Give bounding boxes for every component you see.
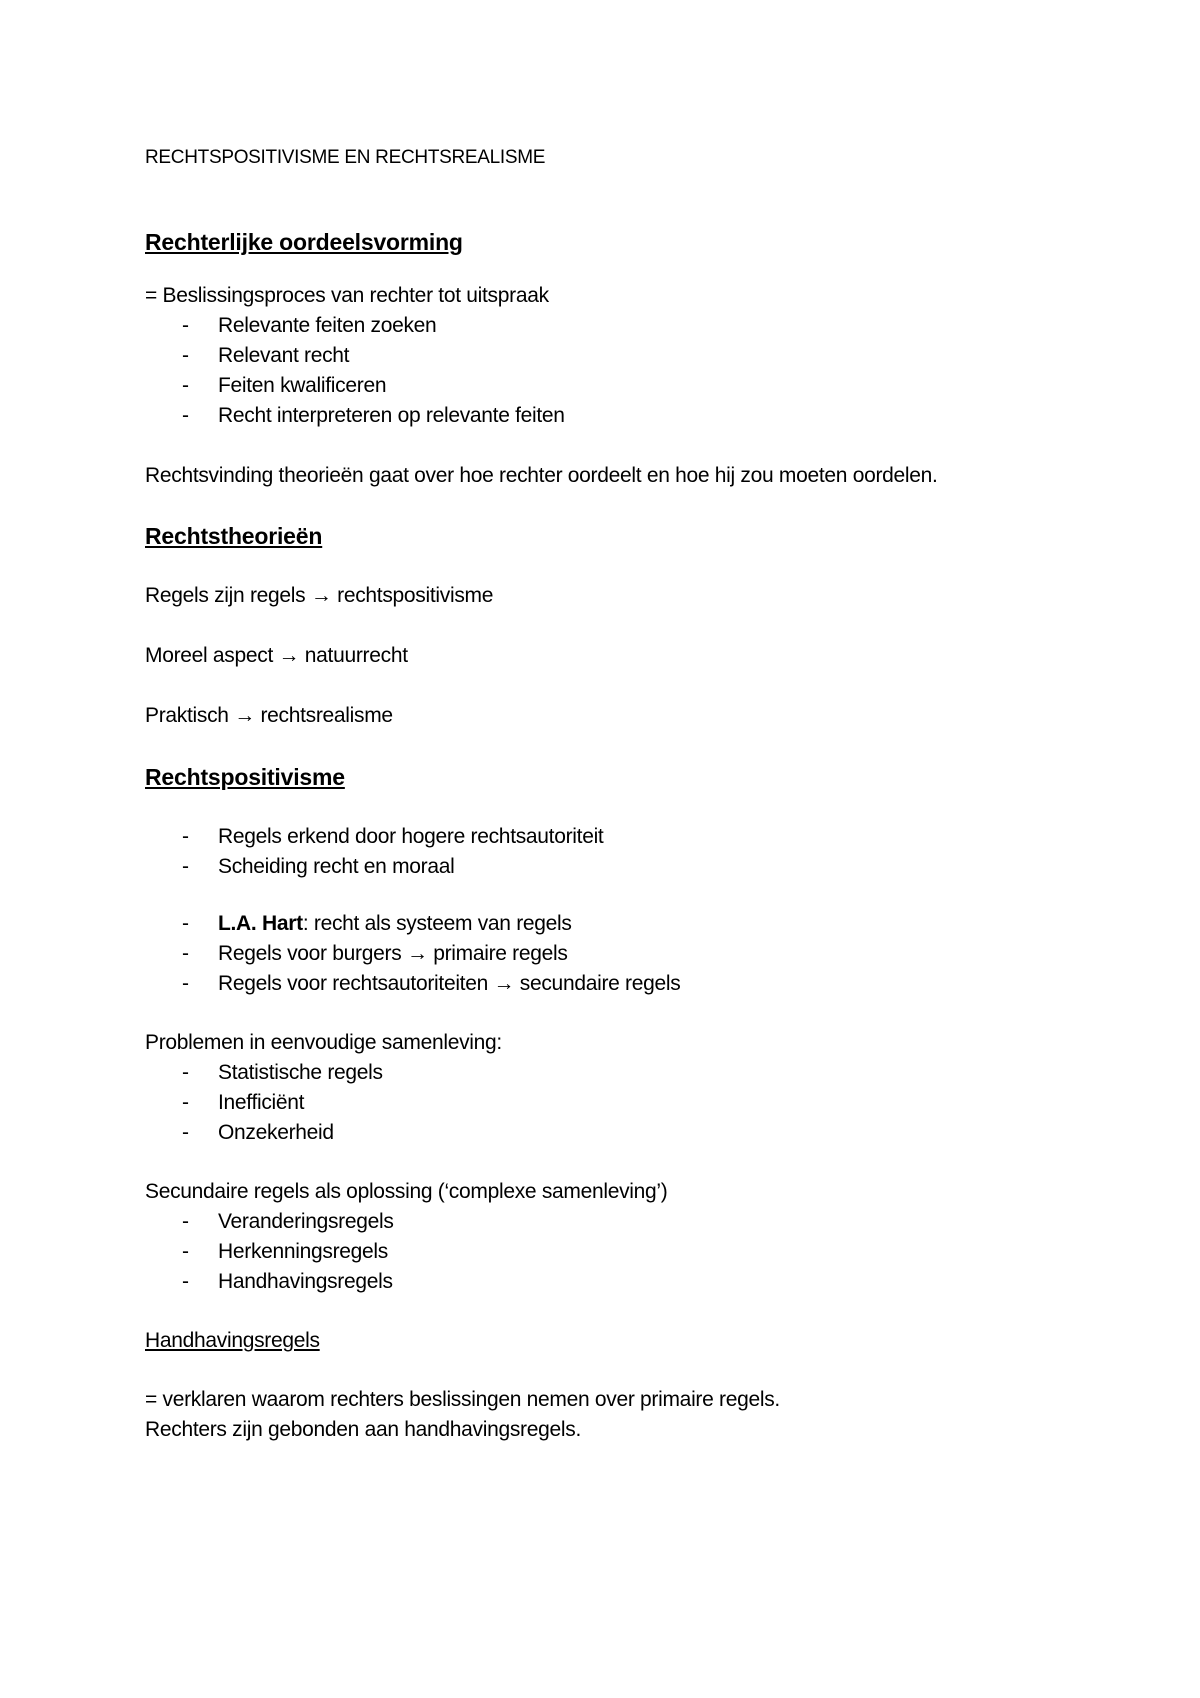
- list-item: - Regels voor rechtsautoriteiten → secundaire regels: [145, 969, 1065, 999]
- list-item: - Recht interpreteren op relevante feiten: [145, 401, 1065, 431]
- list-item: - Herkenningsregels: [145, 1237, 1065, 1267]
- dash-marker: -: [182, 1270, 189, 1293]
- list-item: - Veranderingsregels: [145, 1207, 1065, 1237]
- dash-marker: -: [182, 972, 189, 995]
- rechtsvinding-note: Rechtsvinding theorieën gaat over hoe rechter oordeelt en hoe hij zou moeten oordelen.: [145, 464, 938, 487]
- list-hart-regels: [145, 909, 1065, 999]
- theory-line-rechtsrealisme: Praktisch → rechtsrealisme: [145, 704, 393, 727]
- dash-marker: -: [182, 1240, 189, 1263]
- document-title: RECHTSPOSITIVISME EN RECHTSREALISME: [145, 147, 546, 168]
- list-item: - Feiten kwalificeren: [145, 371, 1065, 401]
- arrow-right-icon: →: [278, 644, 300, 667]
- handhaving-definition: = verklaren waarom rechters beslissingen nemen over primaire regels.: [145, 1388, 780, 1411]
- document-page: [145, 140, 1065, 1445]
- subheading-handhavingsregels: Handhavingsregels: [145, 1329, 320, 1352]
- list-rechterlijke-stappen: [145, 311, 1065, 431]
- problems-intro: Problemen in eenvoudige samenleving:: [145, 1031, 502, 1054]
- handhaving-note: Rechters zijn gebonden aan handhavingsregels.: [145, 1418, 581, 1441]
- dash-marker: -: [182, 404, 189, 427]
- dash-marker: -: [182, 344, 189, 367]
- list-item: - Scheiding recht en moraal: [145, 852, 1065, 882]
- dash-marker: -: [182, 1091, 189, 1114]
- dash-marker: -: [182, 1061, 189, 1084]
- dash-marker: -: [182, 1121, 189, 1144]
- list-rechtspositivisme-kenmerken: [145, 822, 1065, 882]
- arrow-right-icon: →: [234, 704, 255, 727]
- dash-marker: -: [182, 825, 189, 848]
- dash-marker: -: [182, 374, 189, 397]
- list-item: - Regels erkend door hogere rechtsautoriteit: [145, 822, 1065, 852]
- hart-name: L.A. Hart: [218, 912, 303, 935]
- dash-marker: -: [182, 314, 189, 337]
- list-item: - Regels voor burgers → primaire regels: [145, 939, 1065, 969]
- dash-marker: -: [182, 1210, 189, 1233]
- heading-rechterlijke-oordeelsvorming: Rechterlijke oordeelsvorming: [145, 229, 463, 255]
- heading-rechtspositivisme: Rechtspositivisme: [145, 764, 345, 790]
- list-item: - Inefficiënt: [145, 1088, 1065, 1118]
- list-item: - L.A. Hart: recht als systeem van regels: [145, 909, 1065, 939]
- arrow-right-icon: →: [406, 942, 428, 965]
- solution-intro: Secundaire regels als oplossing (‘complexe samenleving’): [145, 1180, 668, 1203]
- list-item: - Handhavingsregels: [145, 1267, 1065, 1297]
- dash-marker: -: [182, 912, 189, 935]
- theory-line-rechtspositivisme: Regels zijn regels → rechtspositivisme: [145, 584, 494, 607]
- list-item: - Onzekerheid: [145, 1118, 1065, 1148]
- list-problemen: [145, 1058, 1065, 1148]
- dash-marker: -: [182, 855, 189, 878]
- arrow-right-icon: →: [310, 584, 332, 607]
- dash-marker: -: [182, 942, 189, 965]
- heading-rechtstheorieen: Rechtstheorieën: [145, 523, 323, 549]
- definition-beslissingsproces: = Beslissingsproces van rechter tot uitspraak: [145, 284, 549, 307]
- theory-line-natuurrecht: Moreel aspect → natuurrecht: [145, 644, 408, 667]
- arrow-right-icon: →: [493, 972, 515, 995]
- list-item: - Relevante feiten zoeken: [145, 311, 1065, 341]
- list-secundaire-regels: [145, 1207, 1065, 1297]
- list-item: - Relevant recht: [145, 341, 1065, 371]
- list-item: - Statistische regels: [145, 1058, 1065, 1088]
